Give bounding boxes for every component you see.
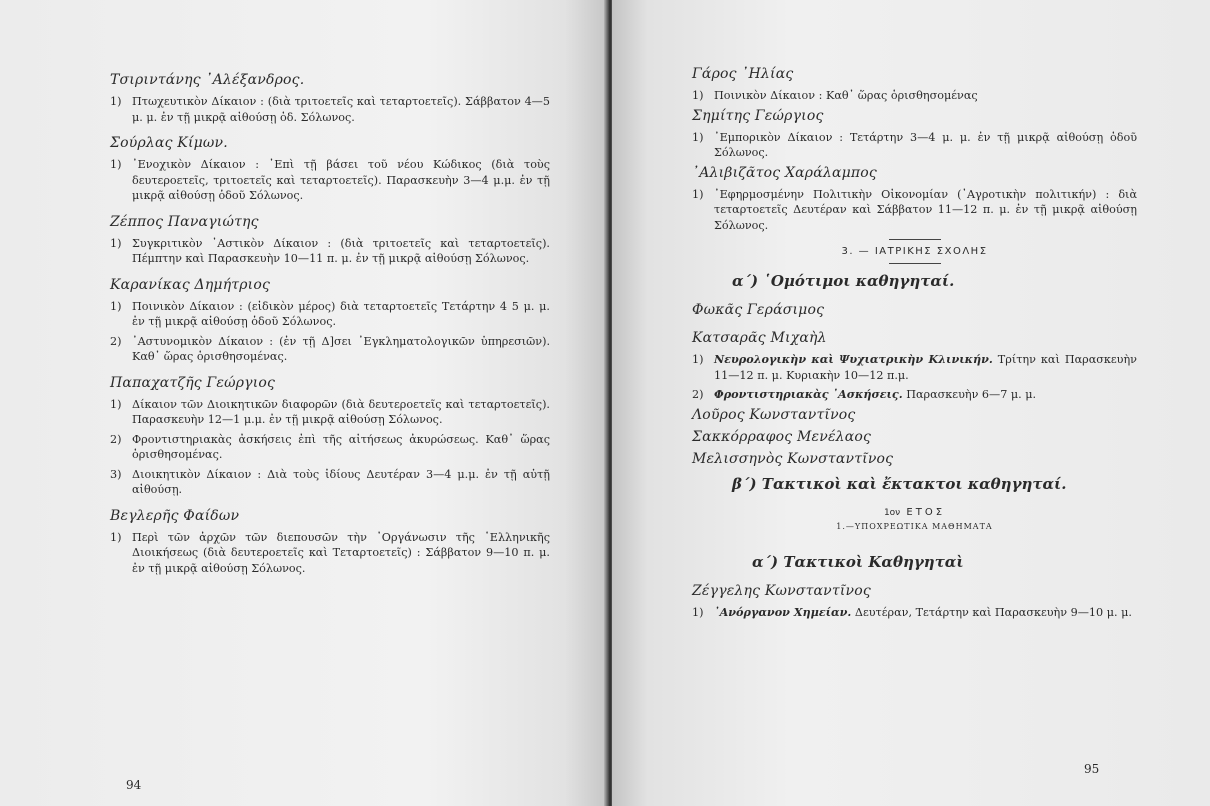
item-number: 1) — [110, 299, 122, 313]
professor-name: Βεγλερῆς Φαίδων — [110, 507, 240, 524]
professor-name: Σούρλας Κίμων. — [110, 135, 228, 151]
course-item — [692, 387, 1137, 403]
item-text: Πτωχευτικὸν Δίκαιον : (διὰ τριτοετεῖς καὶ τεταρτοετεῖς). Σάββατον 4—5 μ. μ. ἐν τῇ μικρᾷ αἰθούσῃ ὁδ. Σόλωνος. — [132, 95, 550, 124]
item-number: 2) — [110, 334, 122, 348]
course-item — [110, 94, 550, 125]
page-number-left: 94 — [126, 778, 142, 792]
course-list — [110, 157, 550, 204]
course-item — [692, 130, 1137, 161]
course-item — [110, 334, 550, 365]
subhead-regular-professors: β΄) Τακτικοὶ καὶ ἔκτακτοι καθηγηταί. — [732, 474, 1067, 493]
course-item — [692, 352, 1137, 383]
professor-name: Γάρος ᾿Ηλίας — [692, 66, 794, 82]
year-number: 1ον — [883, 507, 901, 518]
item-text: Νευρολογικὴν καὶ Ψυχιατρικὴν Κλινικήν. Τρίτην καὶ Παρασκευὴν 11—12 π. μ. Κυριακὴν 10—12 π.μ. — [714, 352, 1137, 382]
course-item — [110, 236, 550, 267]
item-number: 1) — [692, 187, 704, 201]
item-number: 1) — [110, 158, 122, 171]
subhead-full-professors: α΄) Τακτικοὶ Καθηγηταὶ — [752, 552, 964, 571]
item-text: Διοικητικὸν Δίκαιον : Διὰ τοὺς ἰδίους Δευτέραν 3—4 μ.μ. ἐν τῇ αὐτῇ αἰθούσῃ. — [132, 467, 550, 496]
item-text: ᾿Αστυνομικὸν Δίκαιον : (ἐν τῇ Δ]σει ᾿Εγκληματολογικῶν ὑπηρεσιῶν). Καθ᾿ ὥρας ὁρισθησομένας. — [132, 334, 550, 363]
professor-name: Σακκόρραφος Μενέλαος — [692, 428, 872, 445]
item-text: Δίκαιον τῶν Διοικητικῶν διαφορῶν (διὰ δευτεροετεῖς καὶ τεταρτοετεῖς). Παρασκευὴν 12—1 μ.μ. ἐν τῇ μικρᾷ αἰθούσῃ Σόλωνος. — [132, 397, 550, 426]
item-number: 1) — [110, 236, 122, 250]
course-item — [692, 605, 1137, 621]
item-text: ᾿Εμπορικὸν Δίκαιον : Τετάρτην 3—4 μ. μ. ἐν τῇ μικρᾷ αἰθούσῃ ὁδοῦ Σόλωνος. — [714, 130, 1137, 159]
item-text: Ποινικὸν Δίκαιον : Καθ᾿ ὥρας ὁρισθησομένας — [714, 89, 978, 102]
item-text: Συγκριτικὸν ᾿Αστικὸν Δίκαιον : (διὰ τριτοετεῖς καὶ τεταρτοετεῖς). Πέμπτην καὶ Παρασκευὴν 10—11 π. μ. ἐν τῇ μικρᾷ αἰθούσῃ Σόλωνος. — [132, 236, 550, 265]
course-item — [110, 397, 550, 428]
item-text: Φροντιστηριακὰς ᾿Ασκήσεις. Παρασκευὴν 6—7 μ. μ. — [714, 387, 1037, 401]
professor-name: Τσιριντάνης ᾿Αλέξανδρος. — [110, 72, 305, 88]
course-title: Φροντιστηριακὰς ᾿Ασκήσεις. — [714, 387, 903, 401]
item-text: ᾿Εφηρμοσμένην Πολιτικὴν Οἰκονομίαν (᾿Αγροτικὴν πολιτικήν) : διὰ τεταρτοετεῖς Δευτέραν καὶ Σάββατον 11—12 π. μ. ἐν τῇ μικρᾷ αἰθούσῃ Σόλωνος. — [714, 187, 1137, 232]
item-text: ᾿Ανόργανον Χημείαν. Δευτέραν, Τετάρτην καὶ Παρασκευὴν 9—10 μ. μ. — [714, 604, 1132, 619]
item-text: Περὶ τῶν ἀρχῶν τῶν διεπουσῶν τὴν ᾿Οργάνωσιν τῆς ῾Ελληνικῆς Διοικήσεως (διὰ δευτεροετεῖς καὶ Τεταρτοετεῖς) : Σάββατον 9—10 π. μ. ἐν τῇ μικρᾷ αἰθούσῃ Σόλωνος. — [132, 530, 550, 575]
professor-name: Μελισσηνὸς Κωνσταντῖνος — [692, 450, 894, 467]
item-number: 1) — [692, 605, 704, 619]
course-title: Νευρολογικὴν καὶ Ψυχιατρικὴν Κλινικήν. — [714, 352, 993, 366]
course-list — [692, 187, 1137, 234]
item-text: Ποινικὸν Δίκαιον : (εἰδικὸν μέρος) διὰ τεταρτοετεῖς Τετάρτην 4 5 μ. μ. ἐν τῇ μικρᾷ αἰθούσῃ ὁδοῦ Σόλωνος. — [132, 299, 550, 328]
right-page-content — [692, 66, 1137, 624]
item-number: 1) — [110, 95, 122, 108]
item-number: 3) — [110, 467, 122, 481]
page-number-right: 95 — [1084, 762, 1100, 776]
course-item — [110, 467, 550, 498]
more-professor-names — [692, 407, 1137, 467]
course-item — [692, 88, 1137, 104]
course-list — [110, 236, 550, 267]
item-text: ᾿Ενοχικὸν Δίκαιον : ᾿Επὶ τῇ βάσει τοῦ νέου Κώδικος (διὰ τοὺς δευτεροετεῖς, τριτοετεῖς καὶ τεταρτοετεῖς). Παρασκευὴν 3—4 μ.μ. ἐν τῇ μικρᾷ αἰθούσῃ ὁδοῦ Σόλωνος. — [132, 158, 550, 202]
professor-name: Καρανίκας Δημήτριος — [110, 276, 271, 293]
item-number: 1) — [692, 353, 704, 366]
year-heading — [692, 507, 1137, 518]
course-item — [692, 187, 1137, 234]
course-list — [692, 130, 1137, 161]
course-title: ᾿Ανόργανον Χημείαν. — [714, 604, 852, 619]
right-page — [612, 0, 1210, 806]
course-list — [110, 397, 550, 498]
course-item — [110, 299, 550, 330]
mandatory-courses-heading: 1.—ΥΠΟΧΡΕΩΤΙΚΑ ΜΑΘΗΜΑΤΑ — [836, 521, 993, 531]
professor-name: Ζέππος Παναγιώτης — [110, 213, 259, 230]
course-list — [110, 299, 550, 365]
professor-name: Φωκᾶς Γεράσιμος — [692, 302, 825, 318]
course-item — [110, 432, 550, 463]
item-number: 2) — [692, 388, 704, 401]
left-page-content — [110, 72, 550, 580]
section-rule-top — [889, 239, 941, 240]
professor-name: Παπαχατζῆς Γεώργιος — [110, 374, 276, 391]
section-rule-bottom — [889, 263, 941, 264]
right-top-entries — [692, 66, 1137, 233]
item-number: 2) — [110, 432, 122, 446]
professor-name: Σημίτης Γεώργιος — [692, 107, 824, 124]
professor-name: Κατσαρᾶς Μιχαὴλ — [692, 330, 827, 346]
item-number: 1) — [110, 530, 122, 544]
course-list — [110, 94, 550, 125]
year-label: ΕΤΟΣ — [906, 506, 946, 518]
section-title: 3. — ΙΑΤΡΙΚΗΣ ΣΧΟΛΗΣ — [841, 246, 988, 257]
course-list — [692, 605, 1137, 621]
professor-name: ᾿Αλιβιζᾶτος Χαράλαμπος — [692, 164, 877, 181]
item-number: 1) — [110, 397, 122, 411]
course-list — [692, 352, 1137, 403]
item-text: Φροντιστηριακὰς ἀσκήσεις ἐπὶ τῆς αἰτήσεως ἀκυρώσεως. Καθ᾿ ὥρας ὁρισθησομένας. — [132, 432, 550, 461]
course-list — [110, 530, 550, 577]
professor-name: Λοῦρος Κωνσταντῖνος — [692, 406, 856, 423]
course-item — [110, 157, 550, 204]
course-list — [692, 88, 1137, 104]
professor-name: Ζέγγελης Κωνσταντῖνος — [692, 582, 871, 599]
item-number: 1) — [692, 130, 704, 144]
course-item — [110, 530, 550, 577]
item-number: 1) — [692, 89, 704, 102]
subhead-honorary-professors: α΄) ῾Ομότιμοι καθηγηταί. — [732, 272, 955, 290]
